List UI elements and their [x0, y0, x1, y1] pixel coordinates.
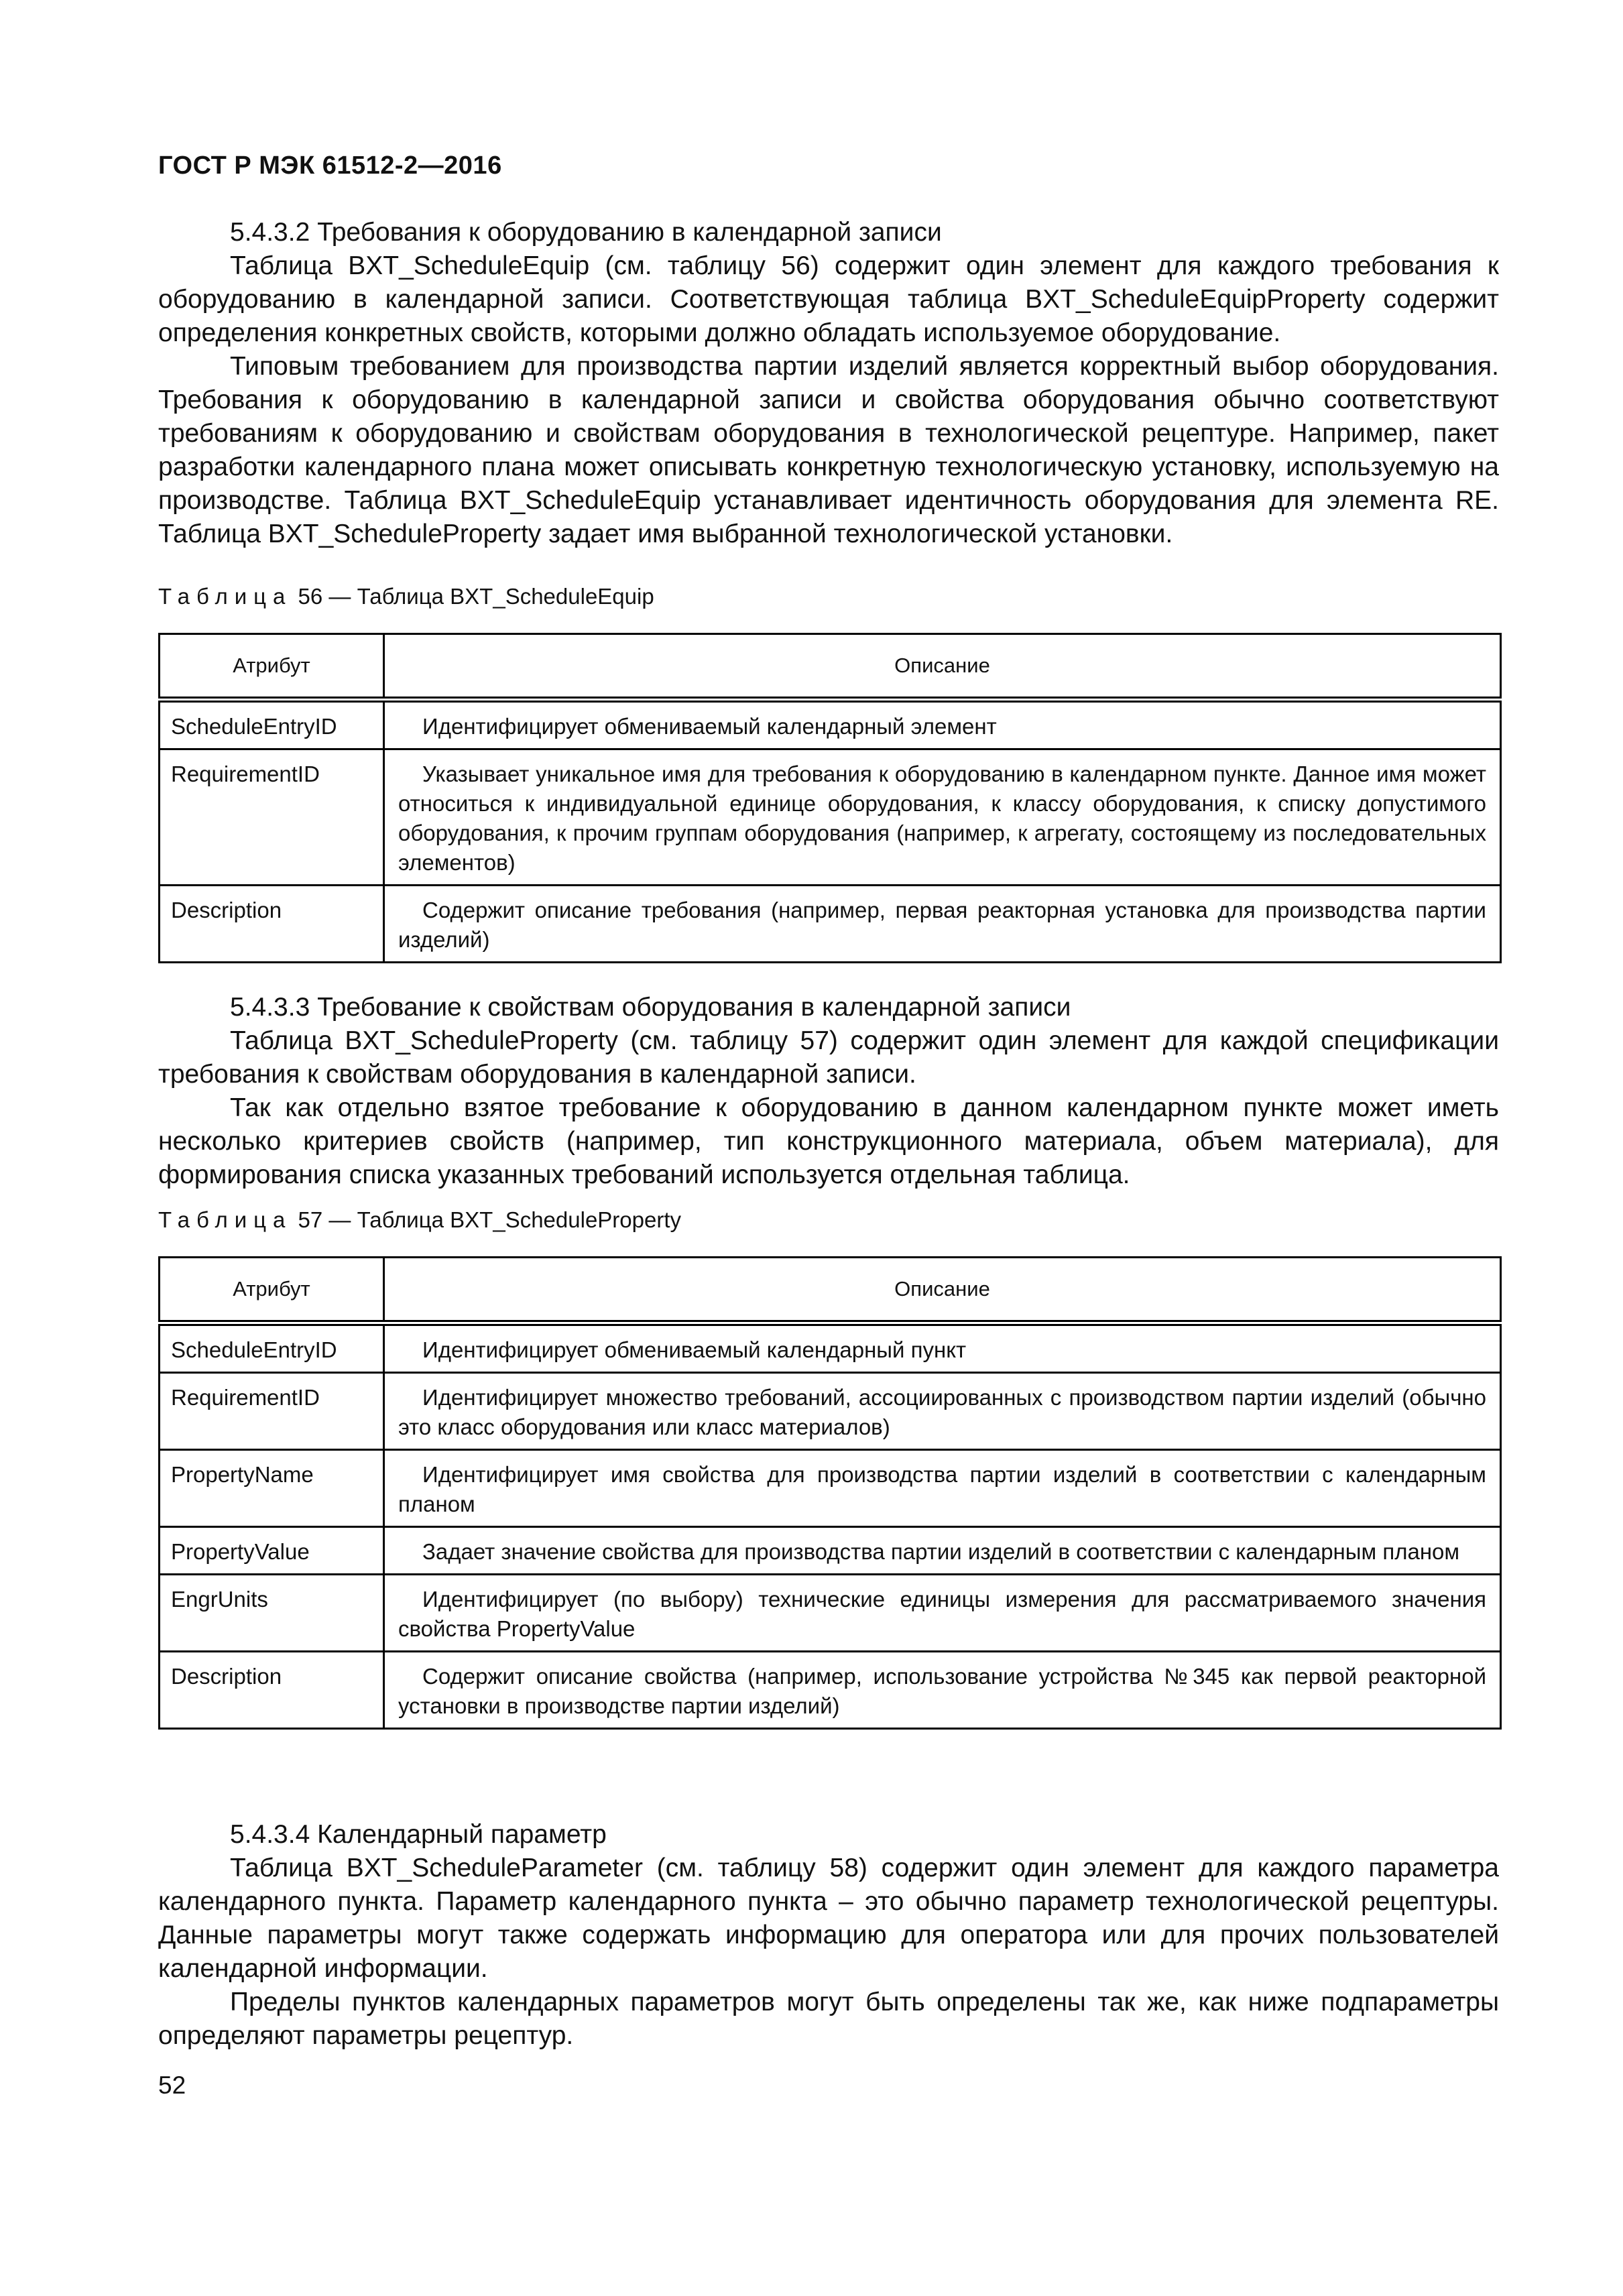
caption-label: Таблица	[158, 1207, 292, 1232]
section-5434	[158, 1818, 1499, 2053]
section-heading: 5.4.3.3 Требование к свойствам оборудования в календарной записи	[230, 993, 1071, 1022]
table-caption	[158, 1207, 681, 1233]
table-row	[160, 700, 1501, 749]
table-row	[160, 1450, 1501, 1527]
table-row	[160, 886, 1501, 963]
section-5433	[158, 991, 1499, 1192]
description-text: Задает значение свойства для производства партии изделий в соответствии с календарным планом	[422, 1539, 1460, 1564]
description-cell	[384, 749, 1501, 886]
column-header-description: Описание	[384, 1258, 1501, 1323]
paragraph: Таблица BXT_ScheduleProperty (см. таблицу 57) содержит один элемент для каждой спецификации требования к свойствам оборудования в календарной записи.	[158, 1026, 1499, 1089]
attribute-cell: PropertyName	[160, 1450, 384, 1527]
table-56	[158, 633, 1502, 963]
description-cell	[384, 1575, 1501, 1652]
description-cell	[384, 1652, 1501, 1729]
column-header-attribute: Атрибут	[160, 634, 384, 700]
description-text: Идентифицирует множество требований, ассоциированных с производством партии изделий (обычно это класс оборудования или класс материалов)	[398, 1385, 1486, 1439]
description-cell	[384, 700, 1501, 749]
table-row	[160, 1652, 1501, 1729]
table-row	[160, 1575, 1501, 1652]
attribute-cell: RequirementID	[160, 1373, 384, 1450]
attribute-cell: Description	[160, 1652, 384, 1729]
column-header-attribute: Атрибут	[160, 1258, 384, 1323]
description-text: Идентифицирует имя свойства для производства партии изделий в соответствии с календарным планом	[398, 1462, 1486, 1516]
table-row	[160, 1323, 1501, 1373]
attribute-cell: RequirementID	[160, 749, 384, 886]
section-heading: 5.4.3.4 Календарный параметр	[230, 1820, 607, 1849]
caption-label: Таблица	[158, 584, 292, 609]
caption-text: 57 — Таблица BXT_ScheduleProperty	[292, 1207, 682, 1232]
paragraph: Таблица BXT_ScheduleEquip (см. таблицу 56) содержит один элемент для каждого требования к оборудованию в календарной записи. Соответствующая таблица BXT_ScheduleEquipProperty содержит определения конкретных свойств, которыми должно обладать используемое оборудование.	[158, 251, 1499, 347]
document-header: ГОСТ Р МЭК 61512-2—2016	[158, 152, 502, 180]
paragraph: Типовым требованием для производства партии изделий является корректный выбор оборудования. Требования к оборудованию в календарной записи и свойства оборудования обычно соответствуют требованиям к оборудованию и свойствам оборудования в технологической рецептуре. Например, пакет разработки календарного плана может описывать конкретную технологическую установку, используемую на производстве. Таблица BXT_ScheduleEquip устанавливает идентичность оборудования для элемента RE. Таблица BXT_ScheduleProperty задает имя выбранной технологической установки.	[158, 352, 1499, 548]
section-5432	[158, 216, 1499, 551]
description-text: Содержит описание требования (например, первая реакторная установка для производства партии изделий)	[398, 898, 1486, 952]
attribute-cell: PropertyValue	[160, 1527, 384, 1575]
attribute-cell: Description	[160, 886, 384, 963]
attribute-cell: ScheduleEntryID	[160, 700, 384, 749]
attribute-cell: EngrUnits	[160, 1575, 384, 1652]
description-text: Идентифицирует обмениваемый календарный элемент	[422, 714, 997, 739]
table-57	[158, 1256, 1502, 1730]
page-number: 52	[158, 2071, 186, 2099]
paragraph: Так как отдельно взятое требование к оборудованию в данном календарном пункте может иметь несколько критериев свойств (например, тип конструкционного материала, объем материала), для формирования списка указанных требований используется отдельная таблица.	[158, 1093, 1499, 1189]
description-cell	[384, 1527, 1501, 1575]
description-cell	[384, 886, 1501, 963]
paragraph: Пределы пунктов календарных параметров могут быть определены так же, как ниже подпараметры определяют параметры рецептур.	[158, 1988, 1499, 2050]
description-text: Указывает уникальное имя для требования к оборудованию в календарном пункте. Данное имя может относиться к индивидуальной единице оборудования, к классу оборудования, к списку допустимого оборудования, к прочим группам оборудования (например, к агрегату, состоящему из последовательных элементов)	[398, 762, 1486, 875]
table-row	[160, 1373, 1501, 1450]
caption-text: 56 — Таблица BXT_ScheduleEquip	[292, 584, 654, 609]
attribute-cell: ScheduleEntryID	[160, 1323, 384, 1373]
paragraph: Таблица BXT_ScheduleParameter (см. таблицу 58) содержит один элемент для каждого параметра календарного пункта. Параметр календарного пункта – это обычно параметр технологической рецептуры. Данные параметры могут также содержать информацию для оператора или для прочих пользователей календарной информации.	[158, 1854, 1499, 1983]
section-heading: 5.4.3.2 Требования к оборудованию в календарной записи	[230, 218, 942, 247]
description-text: Идентифицирует (по выбору) технические единицы измерения для рассматриваемого значения свойства PropertyValue	[398, 1587, 1486, 1641]
column-header-description: Описание	[384, 634, 1501, 700]
description-text: Содержит описание свойства (например, использование устройства №345 как первой реакторной установки в производстве партии изделий)	[398, 1664, 1486, 1718]
description-cell	[384, 1450, 1501, 1527]
table-caption	[158, 583, 654, 610]
description-cell	[384, 1373, 1501, 1450]
description-text: Идентифицирует обмениваемый календарный пункт	[422, 1337, 967, 1362]
table-row	[160, 1527, 1501, 1575]
description-cell	[384, 1323, 1501, 1373]
table-row	[160, 749, 1501, 886]
